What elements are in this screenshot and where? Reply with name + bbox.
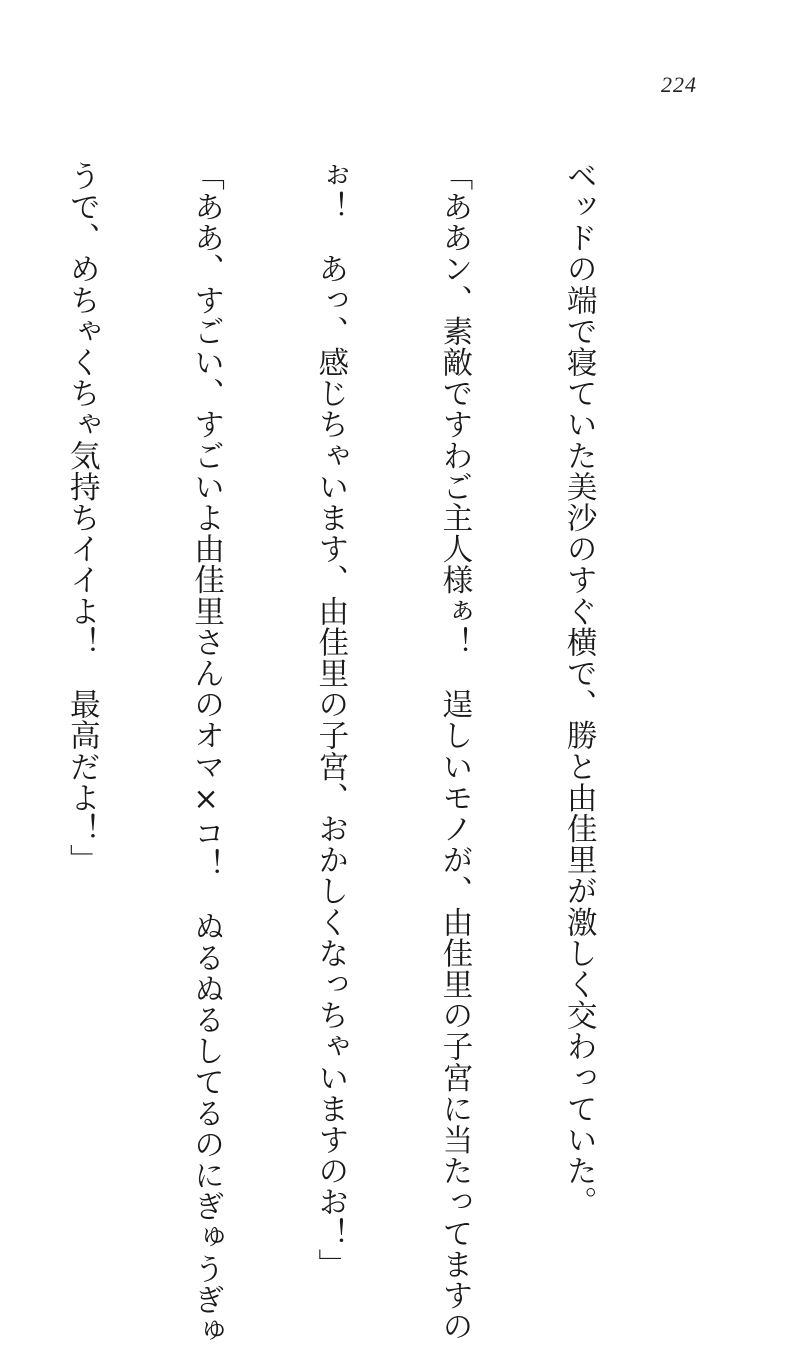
text-line: 「ああン、素敵ですわご主人様ぁ！ 逞しいモノが、由佳里の子宮に当たってますの — [436, 160, 472, 1342]
text-line: ベッドの端で寝ていた美沙のすぐ横で、勝と由佳里が激しく交わっていた。 — [561, 160, 597, 1218]
text-line: ぉ！ あっ、感じちゃいます、由佳里の子宮、おかしくなっちゃいますのお！」 — [312, 160, 348, 1280]
text-line: うで、めちゃくちゃ気持ちイイよ！ 最高だよ！」 — [64, 160, 100, 876]
page-number: 224 — [661, 72, 697, 97]
vertical-text-body — [0, 160, 682, 1346]
text-line: 「ああ、すごい、すごいよ由佳里さんのオマ×コ！ ぬるぬるしてるのにぎゅうぎゅ — [188, 160, 224, 1346]
